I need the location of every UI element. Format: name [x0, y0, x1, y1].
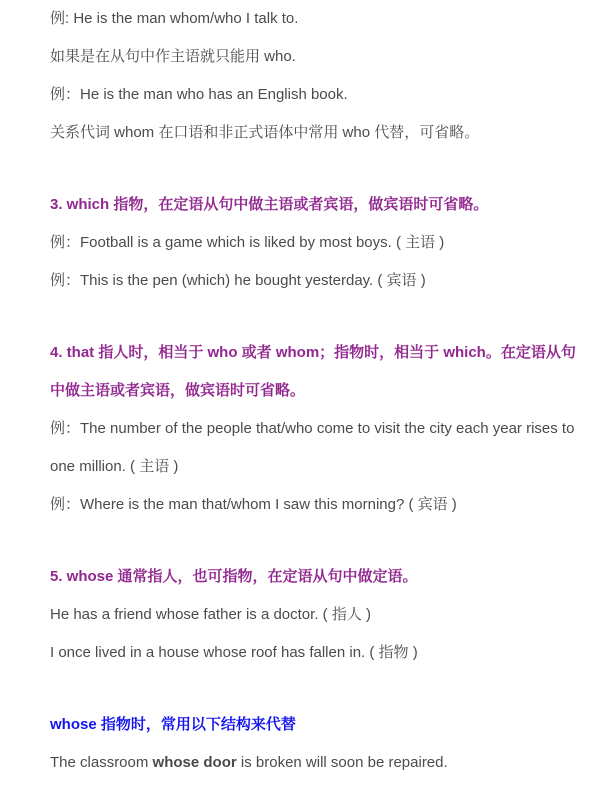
paragraph: [50, 114, 586, 152]
text-run: 例：The number of the people that/who come to visit the city each year rises to one million. ( 主语 ): [50, 420, 575, 475]
paragraph: [50, 262, 586, 300]
document-content: [50, 0, 586, 782]
paragraph: [50, 744, 586, 782]
paragraph: [50, 410, 586, 486]
text-run: 4. that 指人时，相当于 who 或者 whom；指物时，相当于 which。在定语从句中做主语或者宾语，做宾语时可省略。: [50, 344, 576, 399]
text-run: 例: He is the man whom/who I talk to.: [50, 10, 299, 27]
section-heading: [50, 558, 586, 596]
text-run: 例：He is the man who has an English book.: [50, 86, 348, 103]
text-run: 关系代词 whom 在口语和非正式语体中常用 who 代替，可省略。: [50, 124, 480, 141]
text-run: 例：Football is a game which is liked by most boys. ( 主语 ): [50, 234, 445, 251]
text-run: 如果是在从句中作主语就只能用 who.: [50, 48, 296, 65]
text-run: The classroom: [50, 754, 153, 771]
section-heading: [50, 706, 586, 744]
text-run: 5. whose 通常指人，也可指物，在定语从句中做定语。: [50, 568, 418, 585]
bold-text: whose door: [152, 754, 237, 771]
paragraph: [50, 0, 586, 38]
text-run: whose 指物时，常用以下结构来代替: [50, 716, 296, 733]
paragraph: [50, 38, 586, 76]
section-heading: [50, 186, 586, 224]
text-run: He has a friend whose father is a doctor. ( 指人 ): [50, 606, 371, 623]
section-heading: [50, 334, 586, 410]
text-run: 例：Where is the man that/whom I saw this morning? ( 宾语 ): [50, 496, 457, 513]
text-run: 3. which 指物，在定语从句中做主语或者宾语，做宾语时可省略。: [50, 196, 489, 213]
paragraph: [50, 224, 586, 262]
paragraph: [50, 76, 586, 114]
text-run: is broken will soon be repaired.: [236, 754, 448, 771]
text-run: I once lived in a house whose roof has fallen in. ( 指物 ): [50, 644, 418, 661]
paragraph: [50, 596, 586, 634]
paragraph: [50, 486, 586, 524]
text-run: 例：This is the pen (which) he bought yesterday. ( 宾语 ): [50, 272, 426, 289]
paragraph: [50, 634, 586, 672]
